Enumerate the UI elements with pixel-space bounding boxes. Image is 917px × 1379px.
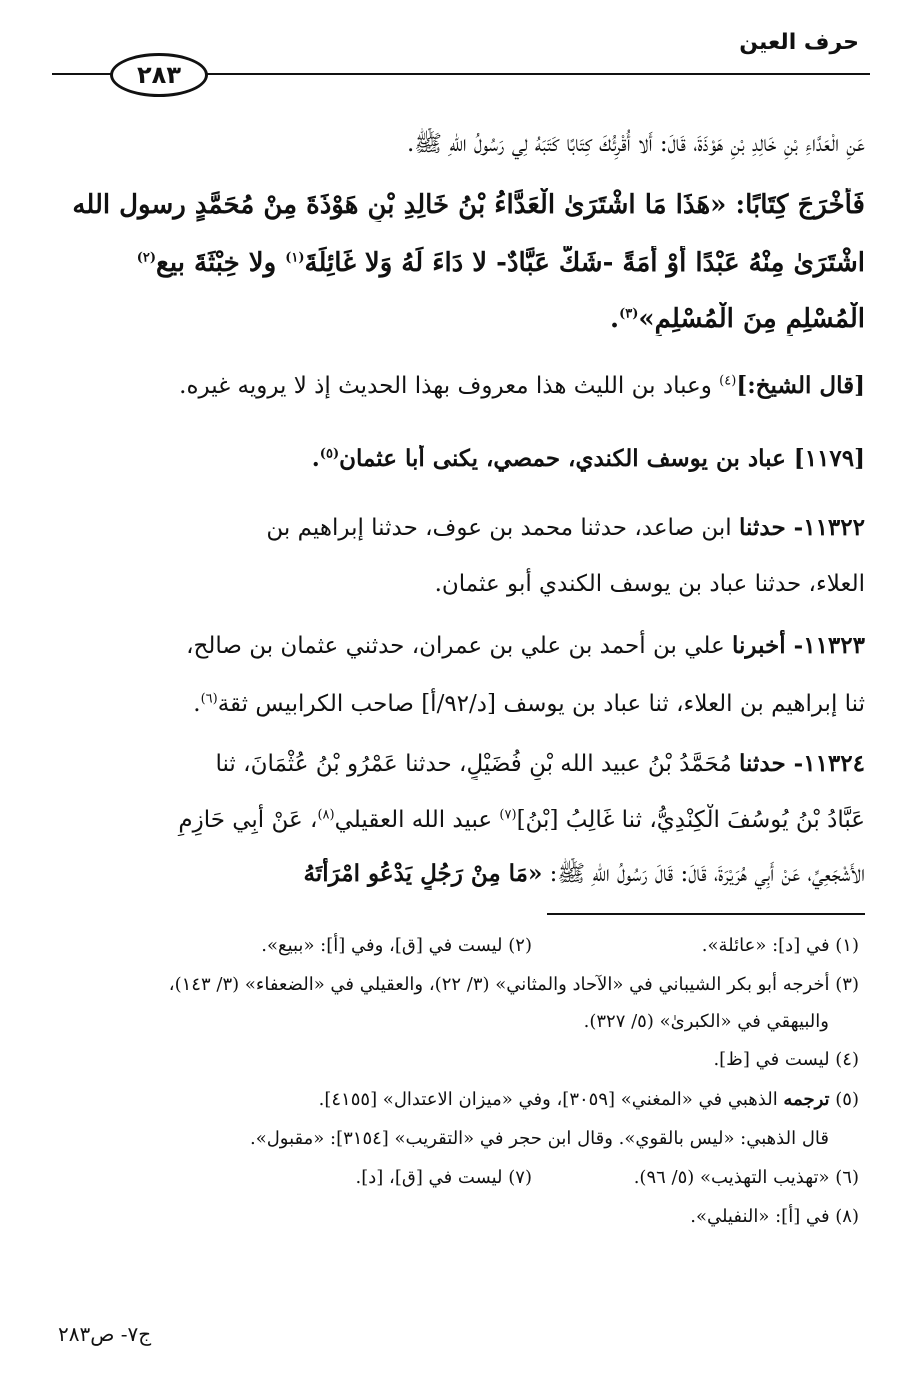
- body-line-12: [55, 804, 865, 836]
- body-line-7: [55, 512, 865, 544]
- footnote-7: (٧) ليست في [ق]، [د].: [355, 1167, 532, 1188]
- body-line-2: فَأَخْرَجَ كِتَابًا: «هَذَا مَا اشْتَرَىٰ الْعَدَّاءُ بْنُ خَالِدِ بْنِ هَوْذَةَ مِنْ مُحَمَّدٍ رسول الله: [72, 190, 865, 220]
- footnote-6: (٦) «تهذيب التهذيب» (٥/ ٩٦).: [633, 1167, 859, 1188]
- punctuation: .: [193, 691, 201, 717]
- body-text: وعباد بن الليث هذا معروف بهذا الحديث إذ لا يرويه غيره.: [179, 373, 720, 399]
- volume-page-footer: ج٧- ص٢٨٣: [58, 1322, 152, 1346]
- footnote-ref-6[interactable]: (٦): [200, 691, 218, 707]
- body-text: ابن صاعد، حدثنا محمد بن عوف، حدثنا إبراهيم بن: [266, 515, 740, 541]
- footnote-ref-1[interactable]: (١): [285, 250, 305, 266]
- hadith-text: «مَا مِنْ رَجُلٍ يَدْعُو امْرَأَتَهُ: [303, 860, 543, 887]
- footnote-ref-8[interactable]: (٨): [317, 807, 335, 823]
- footnote-4: (٤) ليست في [ظ].: [713, 1049, 859, 1070]
- footnote-rule: [547, 913, 865, 915]
- footnote-5: [319, 1088, 859, 1112]
- page-number: ٢٨٣: [110, 53, 208, 97]
- footnote-ref-7[interactable]: (٧): [499, 807, 517, 823]
- hadith-text: ولا خِبْثَةَ بيع: [156, 248, 286, 278]
- footnote-text: الذهبي في «المغني» [٣٠٥٩]، وفي «ميزان الاعتدال» [٤١٥٥].: [318, 1089, 784, 1110]
- shaykh-label: [قال الشيخ:]: [736, 372, 865, 399]
- body-text: ، عَنْ أَبِي حَازِمٍ: [178, 807, 318, 833]
- footnote-number: (٥): [829, 1089, 859, 1110]
- entry-heading: [55, 445, 865, 472]
- body-text: ثنا إبراهيم بن العلاء، ثنا عباد بن يوسف [د/٩٢/أ] صاحب الكرابيس ثقة: [217, 691, 865, 717]
- body-text: مُحَمَّدُ بْنُ عبيد الله بْنِ فُضَيْلٍ، حدثنا عَمْرُو بْنُ عُثْمَانَ، ثنا: [215, 751, 740, 777]
- footnote-8: (٨) في [أ]: «النفيلي».: [690, 1206, 859, 1227]
- hadith-number: ١١٣٢٣- أخبرنا: [732, 632, 865, 659]
- footnote-1: (١) في [د]: «عائلة».: [701, 935, 859, 956]
- body-text: عَبَّادُ بْنُ يُوسُفَ الْكِنْدِيُّ، ثنا غَالِبُ [بْنُ]: [516, 807, 865, 833]
- body-line-10: [55, 688, 865, 720]
- entry-title: [١١٧٩] عباد بن يوسف الكندي، حمصي، يكنى أبا عثمان: [339, 445, 865, 472]
- footnote-ref-3[interactable]: (٣): [619, 306, 639, 322]
- hadith-text: اشْتَرَىٰ مِنْهُ عَبْدًا أَوْ أَمَةً -شَكَّ عَبَّادٌ- لا دَاءَ لَهُ وَلا غَائِلَةَ: [304, 248, 865, 278]
- hadith-text: الْمُسْلِمِ مِنَ الْمُسْلِمِ»: [638, 304, 865, 334]
- footnote-5-cont: قال الذهبي: «ليس بالقوي». وقال ابن حجر في «التقريب» [٣١٥٤]: «مقبول».: [249, 1128, 829, 1149]
- body-line-13: [55, 858, 865, 890]
- body-line-8: العلاء، حدثنا عباد بن يوسف الكندي أبو عثمان.: [434, 571, 865, 597]
- footnote-ref-2[interactable]: (٢): [136, 250, 157, 266]
- body-text: عبيد الله العقيلي: [334, 807, 500, 833]
- footnote-3-cont: والبيهقي في «الكبرىٰ» (٥/ ٣٢٧).: [583, 1011, 829, 1032]
- footnote-ref-4[interactable]: (٤): [719, 373, 737, 389]
- body-line-5: [55, 370, 865, 402]
- hadith-number: ١١٣٢٤- حدثنا: [739, 750, 865, 777]
- footnote-bold: ترجمه: [783, 1089, 830, 1110]
- body-line-3: [55, 246, 865, 280]
- body-line-9: [55, 630, 865, 662]
- punctuation: .: [610, 304, 620, 334]
- running-head: حرف العين: [739, 30, 859, 55]
- hadith-number: ١١٣٢٢- حدثنا: [739, 514, 865, 541]
- footnote-2: (٢) ليست في [ق]، وفي [أ]: «ببيع».: [261, 935, 532, 956]
- punctuation: .: [311, 445, 320, 472]
- body-line-4: [55, 302, 865, 336]
- body-line-1: عَنِ الْعَدَّاءِ بْنِ خَالِدِ بْنِ هَوْذَةَ، قَالَ: أَلا أُقْرِئُكَ كِتَابًا كَتَبَهُ لِي رَسُولُ اللهِ ﷺ.: [406, 131, 865, 157]
- footnote-ref-5[interactable]: (٥): [319, 446, 340, 462]
- body-text: علي بن أحمد بن علي بن عمران، حدثني عثمان بن صالح،: [186, 633, 733, 659]
- footnote-3: (٣) أخرجه أبو بكر الشيباني في «الآحاد والمثاني» (٣/ ٢٢)، والعقيلي في «الضعفاء» (٣/ ١٤٣)،: [168, 974, 859, 995]
- body-text: الأَشْجَعِيِّ، عَنْ أَبِي هُرَيْرَةَ، قَالَ: قَالَ رَسُولُ اللهِ ﷺ:: [542, 861, 865, 887]
- body-line-11: [55, 748, 865, 780]
